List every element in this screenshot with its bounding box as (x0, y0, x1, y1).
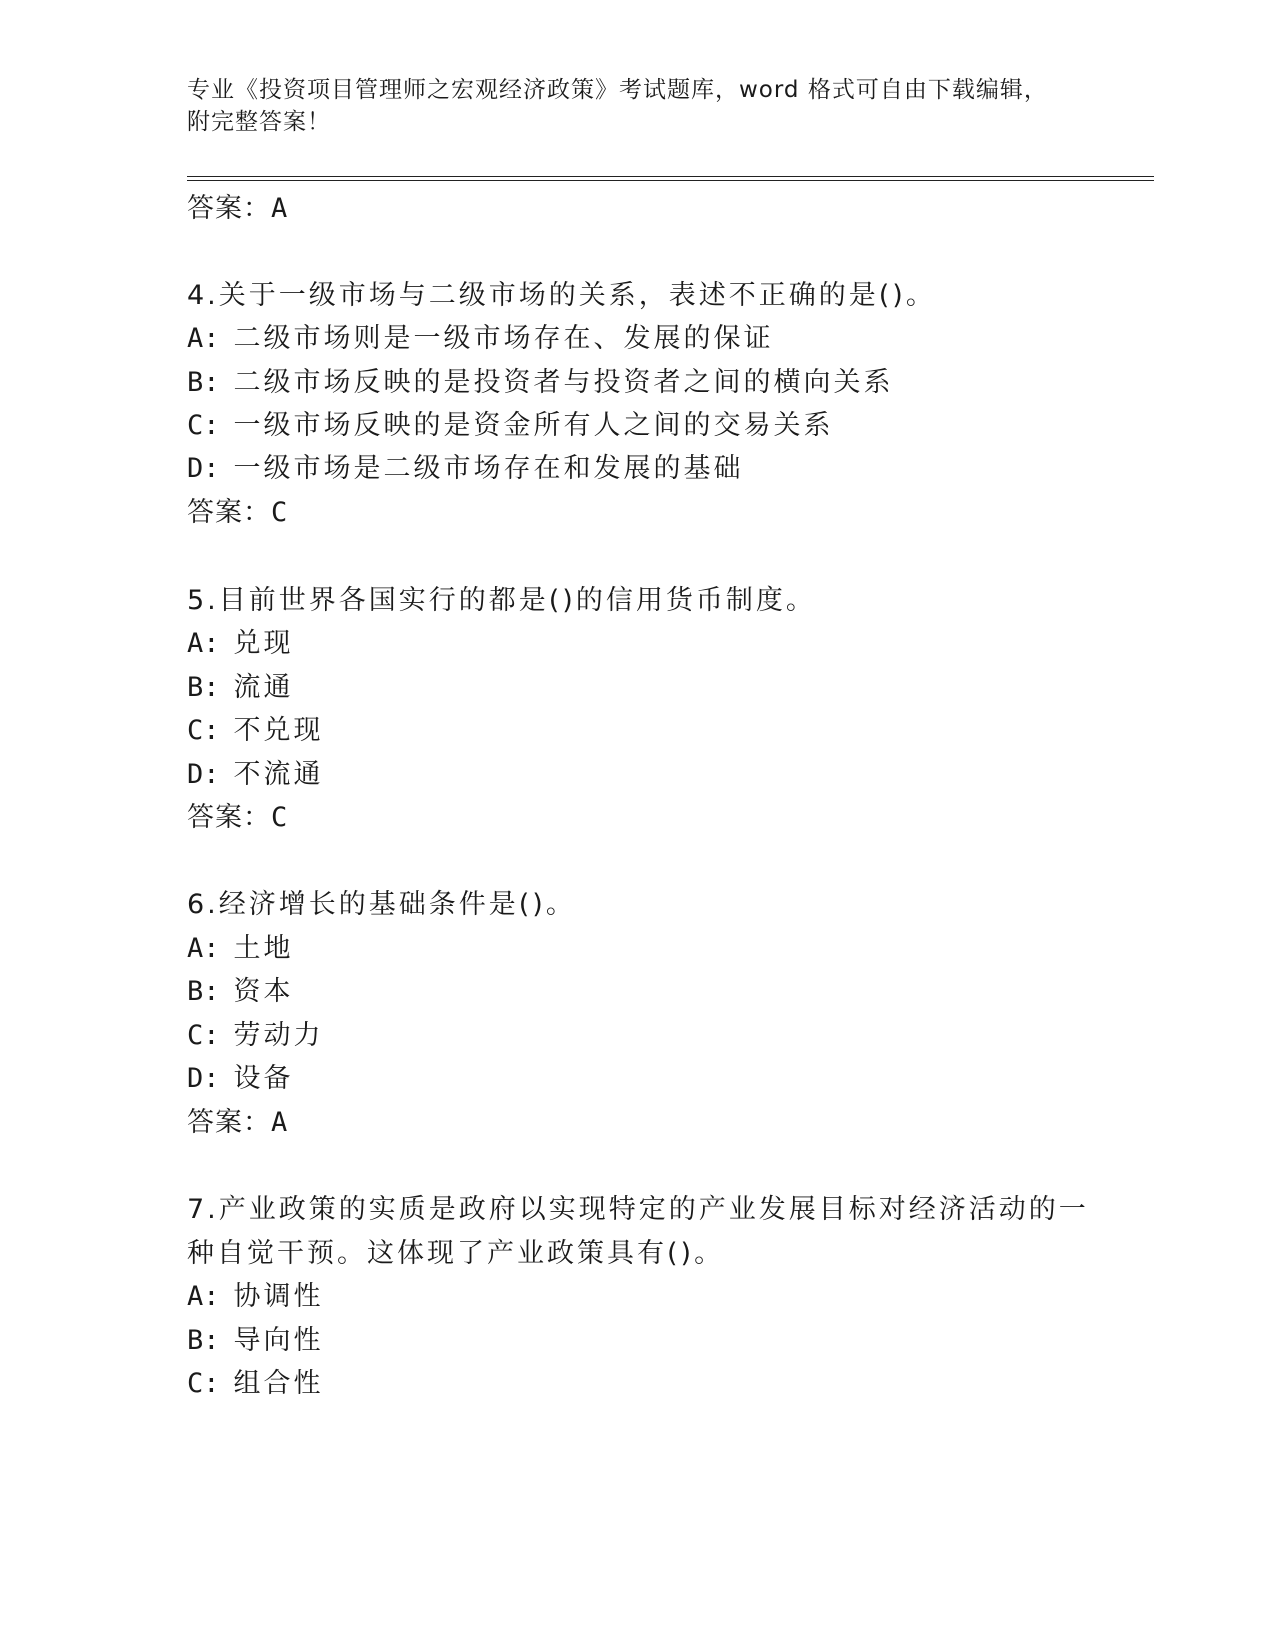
question-stem: 6.经济增长的基础条件是()。 (187, 889, 576, 920)
option-key: D: (187, 453, 220, 484)
option-text: 协调性 (233, 1281, 324, 1312)
option-a (187, 1280, 324, 1314)
option-key: C: (187, 1368, 220, 1399)
answer-label: 答案： (187, 1107, 271, 1138)
answer-value: C (271, 497, 289, 528)
option-c (187, 1019, 324, 1053)
option-key: C: (187, 715, 220, 746)
question-stem-continued: 种自觉干预。这体现了产业政策具有()。 (187, 1238, 725, 1269)
answer-value: A (271, 193, 289, 224)
option-key: B: (187, 367, 220, 398)
option-b (187, 1324, 324, 1358)
answer-line (187, 496, 288, 530)
option-key: C: (187, 1020, 220, 1051)
option-d (187, 758, 324, 792)
option-a (187, 627, 294, 661)
option-text: 劳动力 (233, 1020, 324, 1051)
option-text: 一级市场反映的是资金所有人之间的交易关系 (233, 410, 834, 441)
answer-label: 答案： (187, 497, 271, 528)
question-stem: 7.产业政策的实质是政府以实现特定的产业发展目标对经济活动的一 (187, 1194, 1089, 1225)
option-key: C: (187, 410, 220, 441)
option-text: 二级市场反映的是投资者与投资者之间的横向关系 (233, 367, 894, 398)
option-text: 组合性 (233, 1368, 324, 1399)
question-stem: 5.目前世界各国实行的都是()的信用货币制度。 (187, 585, 816, 616)
option-c (187, 409, 834, 443)
answer-label: 答案： (187, 802, 271, 833)
option-key: A: (187, 628, 220, 659)
option-b (187, 671, 294, 705)
option-b (187, 366, 894, 400)
option-text: 兑现 (233, 628, 294, 659)
document-header (187, 74, 1087, 138)
header-divider (187, 176, 1154, 181)
answer-line (187, 801, 288, 835)
option-a (187, 932, 294, 966)
option-key: A: (187, 1281, 220, 1312)
answer-line (187, 192, 288, 226)
answer-line (187, 1106, 288, 1140)
option-text: 土地 (233, 933, 294, 964)
option-text: 导向性 (233, 1325, 324, 1356)
option-text: 流通 (233, 672, 294, 703)
answer-value: A (271, 1107, 289, 1138)
option-key: D: (187, 759, 220, 790)
option-key: A: (187, 933, 220, 964)
option-c (187, 1367, 324, 1401)
option-key: B: (187, 1325, 220, 1356)
option-c (187, 714, 324, 748)
option-d (187, 452, 744, 486)
option-key: A: (187, 323, 220, 354)
header-line-1: 专业《投资项目管理师之宏观经济政策》考试题库，word 格式可自由下载编辑， (187, 77, 1048, 103)
option-text: 二级市场则是一级市场存在、发展的保证 (233, 323, 774, 354)
option-text: 一级市场是二级市场存在和发展的基础 (233, 453, 744, 484)
header-line-2: 附完整答案！ (187, 109, 331, 135)
option-b (187, 975, 294, 1009)
option-text: 资本 (233, 976, 294, 1007)
answer-value: C (271, 802, 289, 833)
option-text: 不流通 (233, 759, 324, 790)
option-key: D: (187, 1063, 220, 1094)
option-d (187, 1062, 294, 1096)
option-text: 设备 (233, 1063, 294, 1094)
option-text: 不兑现 (233, 715, 324, 746)
option-a (187, 322, 774, 356)
option-key: B: (187, 976, 220, 1007)
option-key: B: (187, 672, 220, 703)
answer-label: 答案： (187, 193, 271, 224)
question-stem: 4.关于一级市场与二级市场的关系，表述不正确的是()。 (187, 280, 936, 311)
